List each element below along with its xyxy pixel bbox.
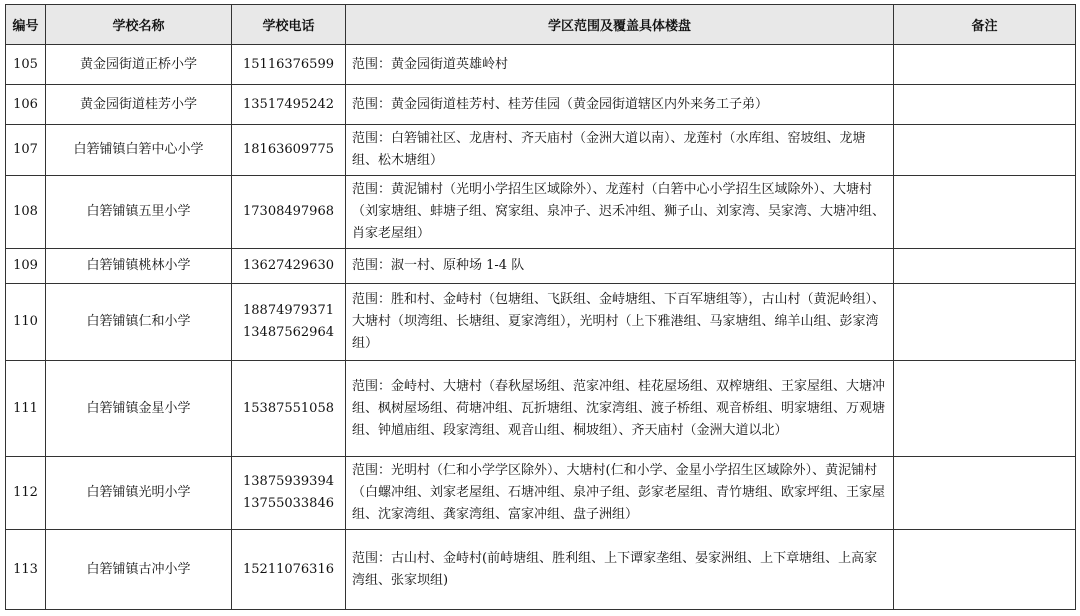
header-school-name: 学校名称: [46, 5, 232, 45]
cell-school-phone: [232, 530, 346, 610]
table-row: [6, 284, 1076, 361]
phone-number: 15211076316: [243, 561, 334, 577]
header-no: 编号: [6, 5, 46, 45]
cell-note: [894, 249, 1076, 284]
phone-number: 15116376599: [243, 56, 334, 72]
cell-note: [894, 125, 1076, 176]
cell-school-name: 黄金园街道桂芳小学: [46, 85, 232, 125]
cell-no: 111: [6, 361, 46, 457]
phone-number: 13517495242: [243, 96, 334, 112]
phone-number: 17308497968: [243, 204, 334, 219]
table-row: [6, 457, 1076, 530]
cell-note: [894, 45, 1076, 85]
cell-note: [894, 176, 1076, 249]
cell-no: 113: [6, 530, 46, 610]
cell-note: [894, 85, 1076, 125]
cell-no: 107: [6, 125, 46, 176]
cell-note: [894, 530, 1076, 610]
table-row: [6, 176, 1076, 249]
cell-district-range: 范围：光明村（仁和小学学区除外）、大塘村(仁和小学、金星小学招生区域除外）、黄泥铺村（白螺冲组、刘家老屋组、石塘冲组、泉冲子组、彭家老屋组、青竹塘组、欧家坪组、王家屋组、沈家湾组、龚家湾组、富家冲组、盘子洲组）: [346, 457, 894, 530]
cell-school-phone: [232, 85, 346, 125]
cell-school-name: 白箬铺镇仁和小学: [46, 284, 232, 361]
cell-note: [894, 457, 1076, 530]
cell-district-range: 范围：古山村、金峙村(前峙塘组、胜利组、上下谭家垄组、晏家洲组、上下章塘组、上高家湾组、张家坝组): [346, 530, 894, 610]
table-row: [6, 361, 1076, 457]
cell-district-range: 范围：黄金园街道英雄岭村: [346, 45, 894, 85]
cell-district-range: 范围：黄金园街道桂芳村、桂芳佳园（黄金园街道辖区内外来务工子弟）: [346, 85, 894, 125]
cell-school-name: 白箬铺镇古冲小学: [46, 530, 232, 610]
phone-number: 13627429630: [243, 258, 334, 273]
table-row: [6, 125, 1076, 176]
table-row: [6, 530, 1076, 610]
cell-school-phone: [232, 176, 346, 249]
cell-school-phone: [232, 361, 346, 457]
cell-district-range: 范围：胜和村、金峙村（包塘组、飞跃组、金峙塘组、下百军塘组等），古山村（黄泥岭组）、大塘村（坝湾组、长塘组、夏家湾组），光明村（上下雅港组、马家塘组、绵羊山组、彭家湾组）: [346, 284, 894, 361]
school-district-table: [5, 4, 1076, 610]
header-note: 备注: [894, 5, 1076, 45]
cell-district-range: 范围：淑一村、原种场 1-4 队: [346, 249, 894, 284]
cell-district-range: 范围：白箬铺社区、龙唐村、齐天庙村（金洲大道以南）、龙莲村（水库组、窑坡组、龙塘组、松木塘组）: [346, 125, 894, 176]
cell-note: [894, 361, 1076, 457]
cell-school-name: 白箬铺镇五里小学: [46, 176, 232, 249]
cell-district-range: 范围：黄泥铺村（光明小学招生区域除外）、龙莲村（白箬中心小学招生区域除外）、大塘村（刘家塘组、蚌塘子组、窝家组、泉冲子、迟禾冲组、狮子山、刘家湾、吴家湾、大塘冲组、肖家老屋组）: [346, 176, 894, 249]
cell-no: 105: [6, 45, 46, 85]
phone-number: 18163609775: [243, 142, 334, 157]
cell-school-name: 白箬铺镇白箬中心小学: [46, 125, 232, 176]
cell-district-range: 范围：金峙村、大塘村（春秋屋场组、范家冲组、桂花屋场组、双榨塘组、王家屋组、大塘冲组、枫树屋场组、荷塘冲组、瓦折塘组、沈家湾组、渡子桥组、观音桥组、明家塘组、万观塘组、钟馗庙组、段家湾组、观音山组、桐坡组）、齐天庙村（金洲大道以北）: [346, 361, 894, 457]
header-row: [6, 5, 1076, 45]
header-district-range: 学区范围及覆盖具体楼盘: [346, 5, 894, 45]
phone-number: 13755033846: [243, 496, 334, 511]
cell-no: 110: [6, 284, 46, 361]
cell-no: 112: [6, 457, 46, 530]
table-body: [6, 45, 1076, 610]
header-school-phone: 学校电话: [232, 5, 346, 45]
cell-school-phone: [232, 457, 346, 530]
phone-number: 13487562964: [243, 325, 334, 340]
cell-school-name: 黄金园街道正桥小学: [46, 45, 232, 85]
table-row: [6, 85, 1076, 125]
cell-no: 106: [6, 85, 46, 125]
phone-number: 13875939394: [243, 474, 334, 489]
cell-school-phone: [232, 125, 346, 176]
cell-no: 109: [6, 249, 46, 284]
phone-number: 18874979371: [243, 303, 334, 318]
phone-number: 15387551058: [243, 400, 334, 416]
cell-school-phone: [232, 45, 346, 85]
cell-school-phone: [232, 249, 346, 284]
cell-note: [894, 284, 1076, 361]
cell-no: 108: [6, 176, 46, 249]
table-row: [6, 249, 1076, 284]
cell-school-name: 白箬铺镇光明小学: [46, 457, 232, 530]
cell-school-name: 白箬铺镇金星小学: [46, 361, 232, 457]
table-row: [6, 45, 1076, 85]
cell-school-phone: [232, 284, 346, 361]
cell-school-name: 白箬铺镇桃林小学: [46, 249, 232, 284]
